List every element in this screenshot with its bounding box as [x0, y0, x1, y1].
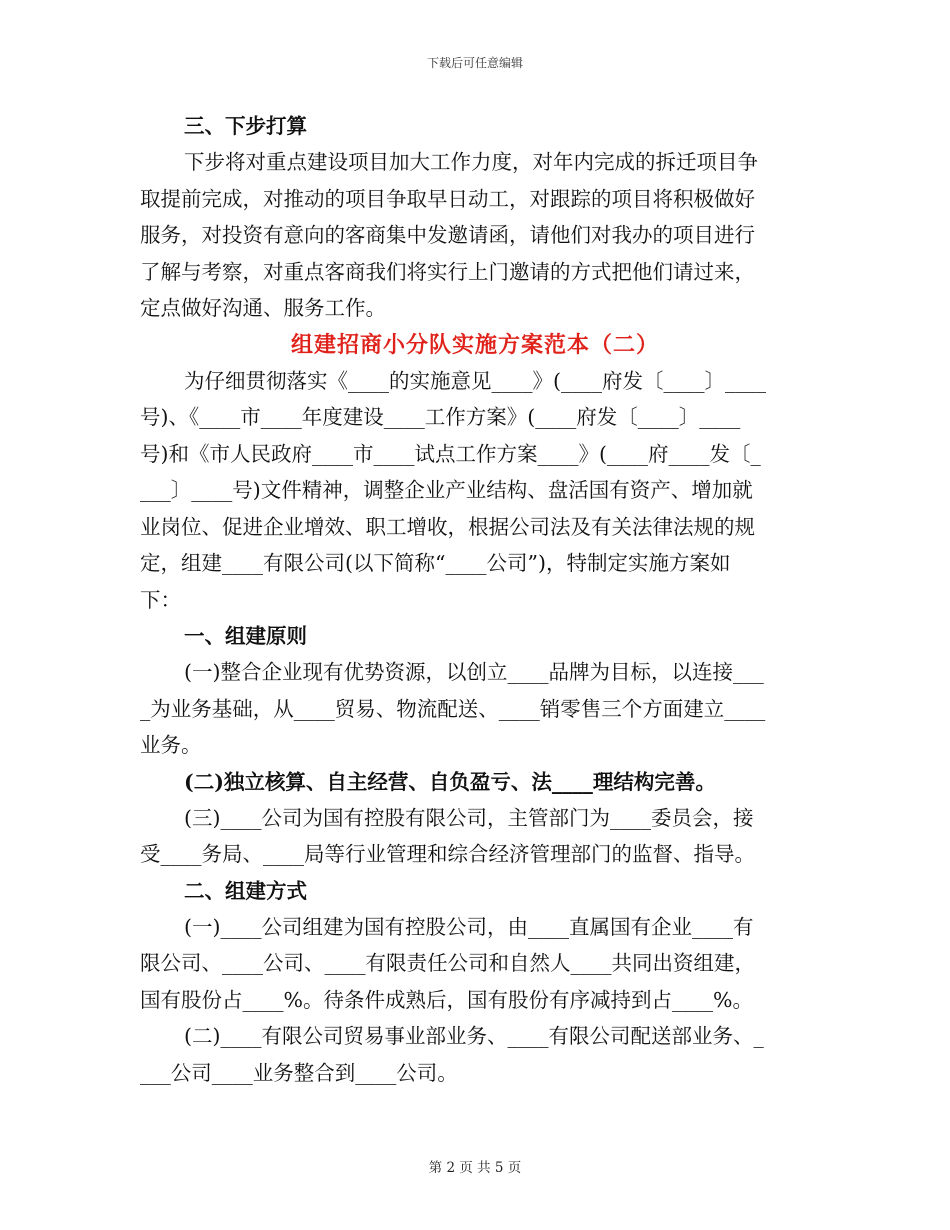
paragraph-line: 号)和《市人民政府____市____试点工作方案____》(____府____发〔_ — [140, 441, 761, 466]
paragraph-line: 为仔细贯彻落实《____的实施意见____》(____府发〔____〕____ — [184, 368, 766, 393]
paragraph-line: (一)____公司组建为国有控股公司，由____直属国有企业____有 — [184, 914, 754, 939]
paragraph-line: (一)整合企业现有优势资源，以创立____品牌为目标，以连接___ — [184, 660, 764, 684]
paragraph-line: ___〕____号)文件精神，调整企业产业结构、盘活国有资产、增加就 — [140, 478, 753, 502]
paragraph-line: 下： — [140, 587, 181, 612]
paragraph-line: 国有股份占____%。待条件成熟后，国有股份有序减持到占____%。 — [140, 987, 753, 1012]
document-body — [140, 108, 810, 1091]
paragraph-line: 服务，对投资有意向的客商集中发邀请函，请他们对我办的项目进行 — [140, 223, 755, 247]
paragraph-line: 定，组建____有限公司(以下简称“____公司”)，特制定实施方案如 — [140, 551, 731, 575]
page-number: 第 2 页 共 5 页 — [428, 1160, 522, 1176]
paragraph-line: (二)____有限公司贸易事业部业务、____有限公司配送部业务、_ — [184, 1024, 764, 1048]
paragraph-line: _为业务基础，从____贸易、物流配送、____销零售三个方面建立____ — [140, 696, 766, 721]
paragraph-line: 下步将对重点建设项目加大工作力度，对年内完成的拆迁项目争 — [184, 150, 758, 174]
paragraph-line: 定点做好沟通、服务工作。 — [140, 296, 386, 320]
paragraph-line: ___公司____业务整合到____公司。 — [140, 1060, 458, 1085]
page-header-note: 下载后可任意编辑 — [426, 56, 523, 70]
paragraph-line: 了解与考察，对重点客商我们将实行上门邀请的方式把他们请过来， — [140, 259, 755, 284]
paragraph-line: 受____务局、____局等行业管理和综合经济管理部门的监督、指导。 — [140, 842, 755, 866]
document-title: 组建招商小分队实施方案范本（二） — [290, 331, 659, 358]
paragraph-line: 限公司、____公司、____有限责任公司和自然人____共同出资组建， — [140, 951, 755, 975]
section-heading: 一、组建原则 — [184, 624, 307, 648]
paragraph-line: 业务。 — [140, 733, 202, 757]
paragraph-line: 业岗位、促进企业增效、职工增收，根据公司法及有关法律法规的规 — [140, 514, 755, 539]
section-heading: 二、组建方式 — [184, 878, 307, 903]
paragraph-line: 取提前完成，对推动的项目争取早日动工，对跟踪的项目将积极做好 — [140, 186, 755, 211]
section-heading: (二)独立核算、自主经营、自负盈亏、法____理结构完善。 — [184, 769, 716, 794]
paragraph-line: (三)____公司为国有控股有限公司，主管部门为____委员会，接 — [184, 805, 754, 830]
section-heading: 三、下步打算 — [184, 114, 307, 138]
paragraph-line: 号)、《____市____年度建设____工作方案》(____府发〔____〕____ — [140, 405, 741, 429]
